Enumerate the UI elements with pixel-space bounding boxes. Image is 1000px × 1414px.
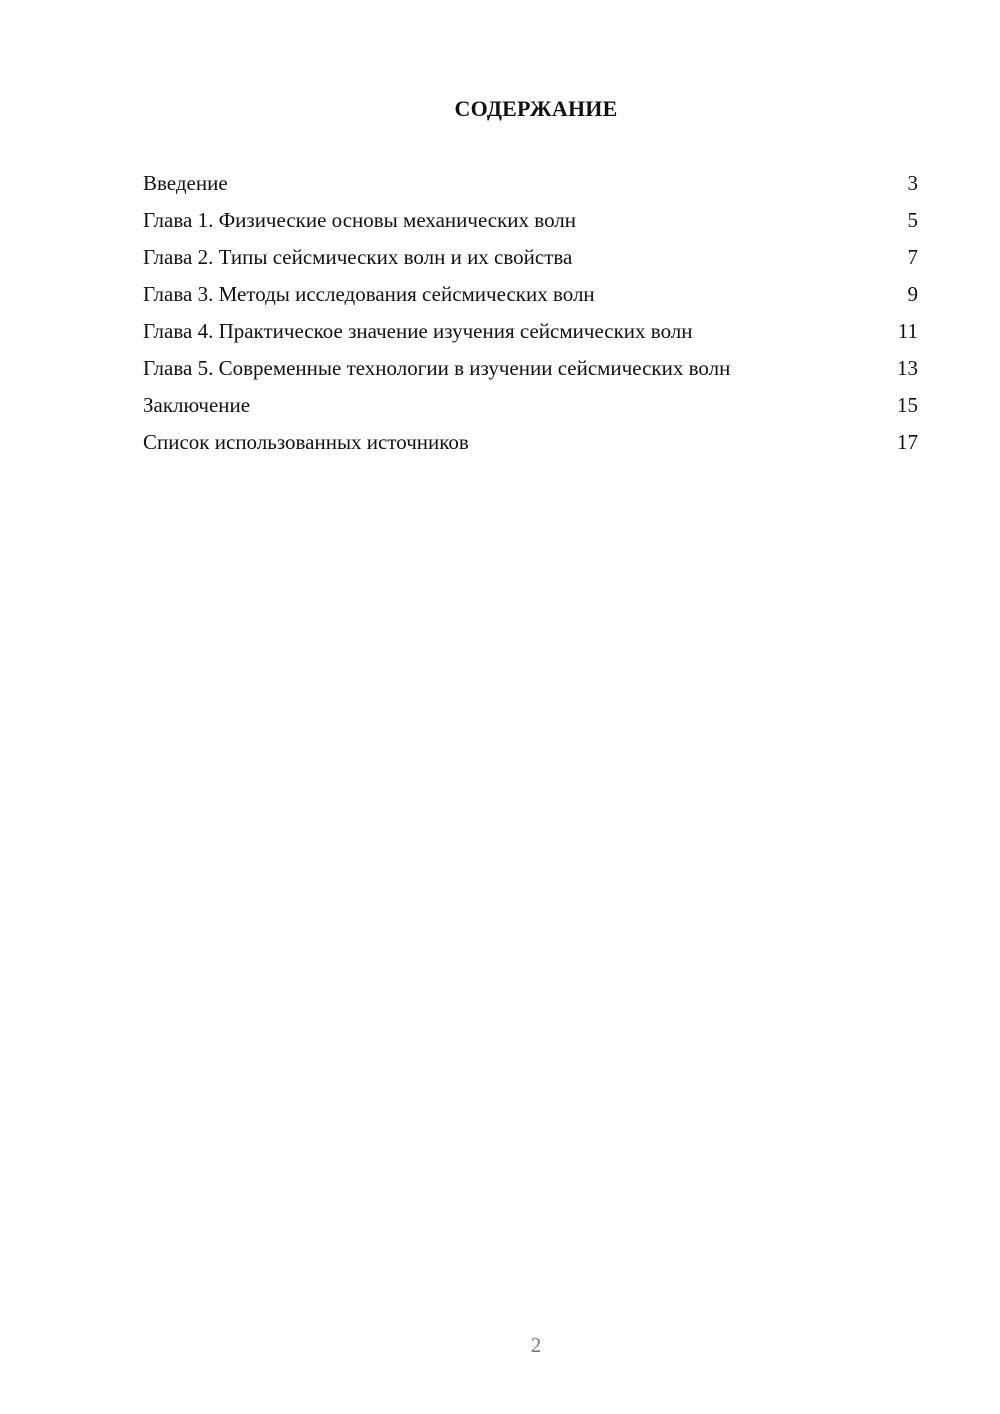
toc-entry-label: Список использованных источников [143, 430, 469, 454]
table-of-contents [143, 170, 918, 466]
toc-entry-label: Глава 2. Типы сейсмических волн и их свойства [143, 245, 573, 269]
toc-entry-page: 11 [897, 319, 918, 343]
toc-entry-page: 15 [897, 393, 918, 417]
toc-entry-page: 7 [907, 245, 918, 269]
toc-entry-chapter-3 [143, 281, 918, 308]
toc-entry-chapter-4 [143, 318, 918, 345]
toc-entry-label: Глава 4. Практическое значение изучения сейсмических волн [143, 319, 693, 343]
toc-entry-page: 3 [907, 171, 918, 195]
toc-entry-chapter-5 [143, 355, 918, 382]
toc-entry-introduction [143, 170, 918, 197]
toc-entry-label: Глава 3. Методы исследования сейсмических волн [143, 282, 595, 306]
toc-entry-page: 5 [907, 208, 918, 232]
toc-entry-chapter-2 [143, 244, 918, 271]
toc-entry-label: Введение [143, 171, 228, 195]
toc-entry-label: Заключение [143, 393, 251, 417]
page-title: СОДЕРЖАНИЕ [454, 96, 618, 121]
toc-entry-label: Глава 1. Физические основы механических волн [143, 208, 577, 232]
toc-entry-label: Глава 5. Современные технологии в изучении сейсмических волн [143, 356, 731, 380]
page-number: 2 [530, 1333, 542, 1357]
toc-entry-conclusion [143, 392, 918, 419]
toc-entry-references [143, 429, 918, 456]
toc-entry-page: 13 [897, 356, 918, 380]
toc-entry-chapter-1 [143, 207, 918, 234]
toc-entry-page: 17 [897, 430, 918, 454]
toc-entry-page: 9 [907, 282, 918, 306]
